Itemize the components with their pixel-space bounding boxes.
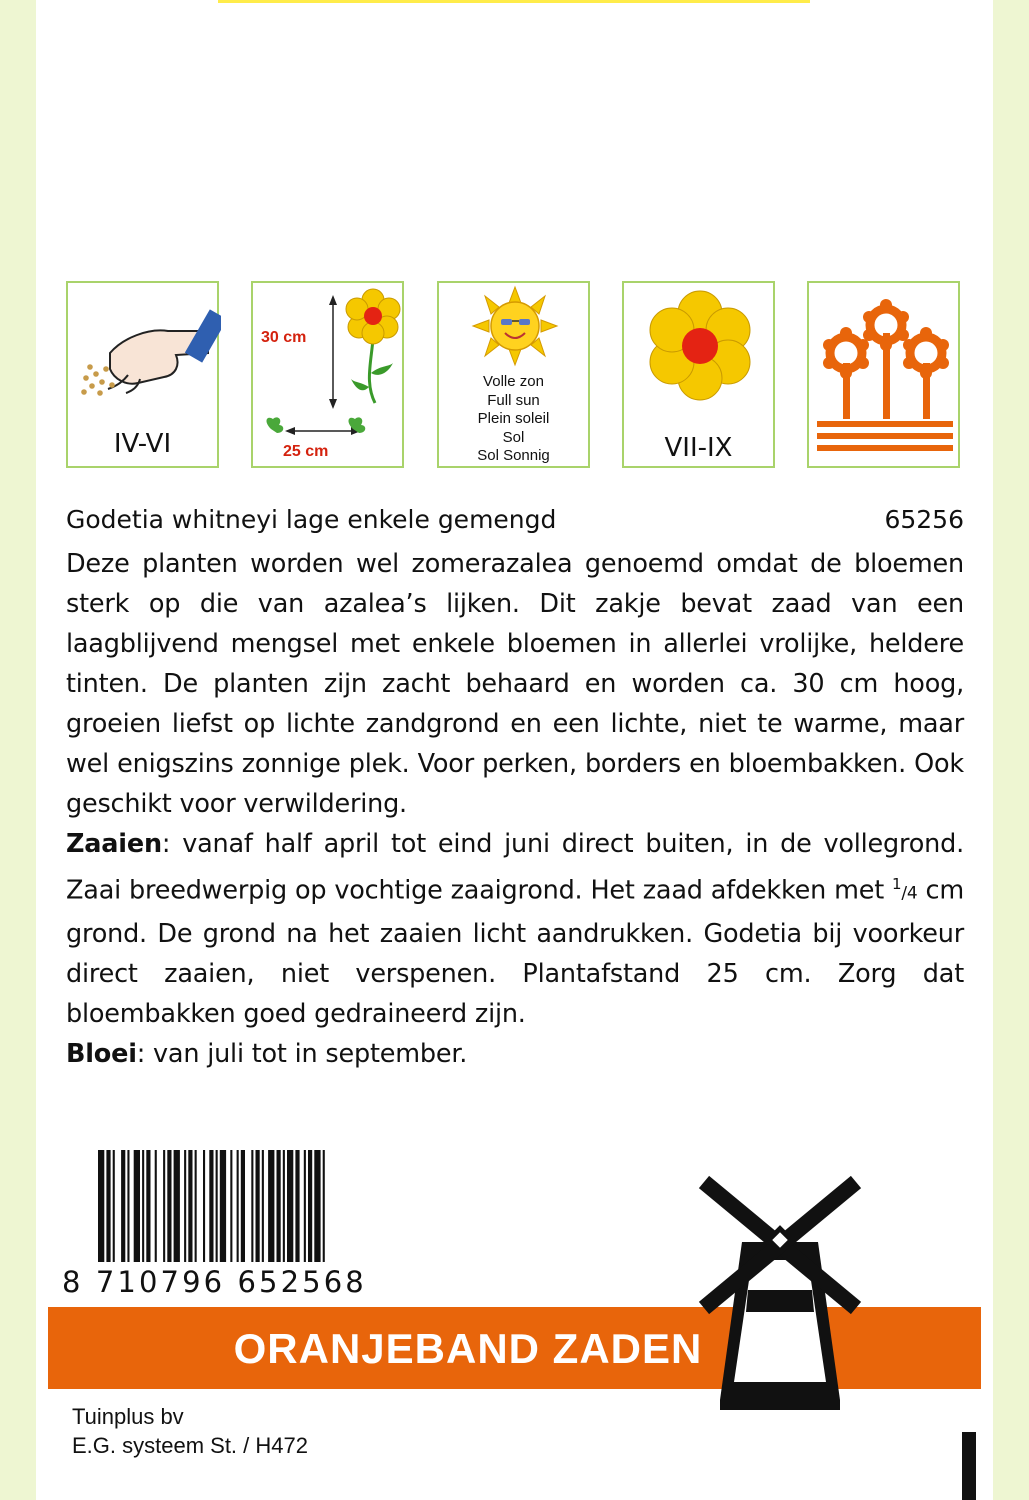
barcode-bar [251, 1150, 253, 1262]
barcode-bar [295, 1150, 299, 1262]
barcode-bar [216, 1150, 218, 1262]
sun-line: Plein soleil [477, 410, 550, 427]
sun-line: Sol [502, 428, 525, 446]
top-accent-bar [218, 0, 810, 3]
sun-line: Volle zon [483, 373, 544, 390]
plant-size-box [251, 281, 404, 468]
barcode-bar [209, 1150, 213, 1262]
barcode-bar [174, 1150, 180, 1262]
sun-requirement-text [439, 373, 588, 466]
barcode-bar [256, 1150, 260, 1262]
fraction-denominator: 4 [906, 883, 918, 904]
description-block [66, 544, 964, 1074]
barcode-bar [203, 1150, 205, 1262]
sun-line: Sol Sonnig [477, 447, 550, 464]
barcode-bar [134, 1150, 140, 1262]
barcode-bar [304, 1150, 306, 1262]
bloom-period-label: VII-IX [664, 433, 733, 463]
bloom-label: Bloei [66, 1038, 137, 1069]
barcode-bar [127, 1150, 129, 1262]
barcode-bar [155, 1150, 157, 1262]
barcode-bar [188, 1150, 192, 1262]
barcode-bar [98, 1150, 104, 1262]
plant-size-icon [253, 283, 406, 470]
sowing-text-2: cm grond. De grond na het zaaien licht aandrukken. Godetia bij voorkeur direct zaaien, niet verspenen. Plantafstand 25 cm. Zorg dat bloembakken goed gedraineerd zijn. [66, 875, 964, 1029]
fraction-numerator: 1 [892, 875, 902, 893]
brand-name: ORANJEBAND ZADEN [233, 1325, 703, 1372]
sowing-text-1: : vanaf half april tot eind juni direct buiten, in de vollegrond. Zaai breedwerpig op vochtige zaaigrond. Het zaad afdekken met [66, 829, 964, 906]
bloom-text: : van juli tot in september. [136, 1038, 468, 1069]
sowing-label: Zaaien [66, 829, 162, 859]
barcode-bar [106, 1150, 110, 1262]
barcode-bar [237, 1150, 239, 1262]
barcode-bar [314, 1150, 320, 1262]
barcode-bar [230, 1150, 232, 1262]
barcode-bar [241, 1150, 245, 1262]
barcode-bar [167, 1150, 171, 1262]
barcode-bar [277, 1150, 281, 1262]
sowing-period-label: IV-VI [113, 429, 172, 459]
barcode-bar [184, 1150, 186, 1262]
barcode-bar [262, 1150, 264, 1262]
barcode-bar [268, 1150, 274, 1262]
edge-marker [962, 1432, 976, 1500]
company-name: Tuinplus bv [72, 1404, 184, 1429]
barcode-bar [195, 1150, 197, 1262]
flowerbed-box [807, 281, 960, 468]
bloom-period-box [622, 281, 775, 468]
sowing-paragraph: Zaaien: vanaf half april tot eind juni direct buiten, in de vollegrond. Zaai breedwerpig op vochtige zaaigrond. Het zaad afdekken met $^1$/4 cm grond. De grond na het zaaien licht aandrukken. Godetia bij voorkeur direct zaaien, niet verspenen. Plantafstand 25 cm. Zorg dat bloembakken goed gedraineerd zijn. [66, 829, 964, 1029]
barcode-bar [121, 1150, 125, 1262]
certification-text: E.G. systeem St. / H472 [72, 1433, 308, 1458]
plant-spacing-label: 25 cm [283, 443, 329, 460]
barcode-bar [323, 1150, 325, 1262]
bloom-paragraph [66, 1034, 964, 1074]
sun-requirement-box [437, 281, 590, 468]
barcode-bar [146, 1150, 150, 1262]
plant-height-label: 30 cm [261, 329, 307, 346]
description-text: Deze planten worden wel zomerazalea genoemd omdat de bloemen sterk op die van azalea’s lijken. Dit zakje bevat zaad van een laagblijvend mengsel met enkele bloemen in allerlei vrolijke, heldere tinten. De planten zijn zacht behaard en worden ca. 30 cm hoog, groeien liefst op lichte zandgrond en een lichte, niet te warme, maar wel enigszins zonnige plek. Voor perken, borders en bloembakken. Ook geschikt voor verwildering. [66, 549, 964, 819]
footer [72, 1402, 308, 1460]
barcode-bar [163, 1150, 165, 1262]
barcode-digits: 8 710796 652568 [62, 1265, 367, 1299]
barcode-bar [283, 1150, 285, 1262]
product-title-row [66, 505, 964, 543]
flowerbed-icon [809, 283, 962, 470]
product-code: 65256 [884, 505, 964, 534]
barcode-bar [142, 1150, 144, 1262]
product-name: Godetia whitneyi lage enkele gemengd [66, 505, 557, 534]
sowing-period-box [66, 281, 219, 468]
barcode-bar [308, 1150, 312, 1262]
sun-line: Full sun [487, 391, 540, 409]
barcode-bar [113, 1150, 115, 1262]
barcode-bar [220, 1150, 226, 1262]
barcode-bar [287, 1150, 293, 1262]
windmill-logo-icon [690, 1170, 870, 1410]
